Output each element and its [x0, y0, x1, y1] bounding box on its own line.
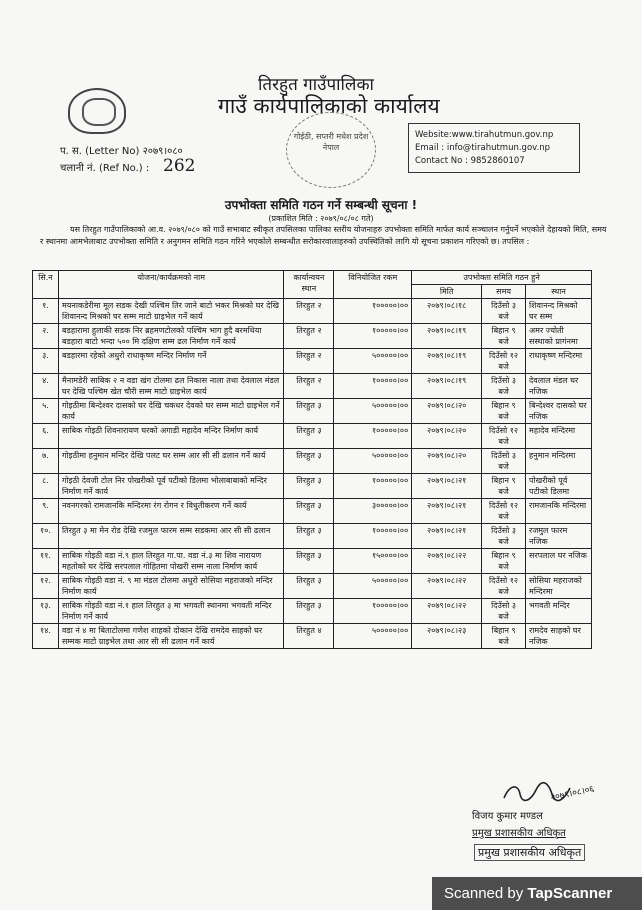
table-row [33, 599, 592, 624]
ref-label: चलानी नं. (Ref No.) : [60, 163, 150, 174]
table-row [33, 374, 592, 399]
ref-number: 262 [163, 156, 196, 176]
cell-place: शिवानन्द मिश्रको घर सम्म [526, 299, 592, 324]
cell-place: सोसिया महराजको मन्दिरमा [526, 574, 592, 599]
notice-title: उपभोक्ता समिति गठन गर्ने सम्बन्धी सूचना ! [224, 198, 418, 212]
cell-sn: १३. [33, 599, 59, 624]
cell-place: भगवती मन्दिर [526, 599, 592, 624]
cell-sn: ८. [33, 474, 59, 499]
cell-sn: १४. [33, 624, 59, 649]
cell-amount: ५०००००।०० [334, 574, 412, 599]
designation-stamp: प्रमुख प्रशासकीय अधिकृत [474, 844, 585, 861]
cell-time: बिहान ९ बजे [482, 324, 526, 349]
cell-time: दिउँसो ३ बजे [482, 449, 526, 474]
cell-date: २०७९।०८।२१ [412, 524, 482, 549]
cell-sn: ५. [33, 399, 59, 424]
cell-sn: १२. [33, 574, 59, 599]
cell-sn: ४. [33, 374, 59, 399]
cell-date: २०७९।०८।२१ [412, 474, 482, 499]
cell-date: २०७९।०८।२२ [412, 549, 482, 574]
header-amount: विनियोजित रकम [334, 271, 412, 299]
table-row [33, 349, 592, 374]
cell-amount: १०००००।०० [334, 599, 412, 624]
cell-place: अमर ज्योती सस्थाको प्रागंनमा [526, 324, 592, 349]
cell-place: राधाकृष्ण मन्दिरमा [526, 349, 592, 374]
cell-project: नवनगरको रामजानकि मन्दिरमा रंग रोगन र विधुतीकरण गर्ने कार्य [58, 499, 283, 524]
published-date: (प्रकाशित मिति : २०७९/०८/०८ गते) [268, 214, 374, 223]
header-project: योजना/कार्यक्रमको नाम [58, 271, 283, 299]
cell-amount: ५०००००।०० [334, 449, 412, 474]
cell-project: तिरहुत ३ मा मेन रोड देखि रजमुल फारम सम्म सडकमा आर सी सी ढलान [58, 524, 283, 549]
table-row [33, 449, 592, 474]
cell-location: तिरहुत २ [284, 349, 334, 374]
table-row [33, 549, 592, 574]
header-location: कार्यान्वयन स्थान [284, 271, 334, 299]
cell-date: २०७९।०८।२२ [412, 599, 482, 624]
cell-location: तिरहुत ३ [284, 474, 334, 499]
cell-time: दिउँसो १२ बजे [482, 499, 526, 524]
cell-date: २०७९।०८।१९ [412, 324, 482, 349]
cell-project: साबिक गोइठी शिवनारायण घरको अगाडी महादेव मन्दिर निर्माण कार्य [58, 424, 283, 449]
cell-location: तिरहुत ३ [284, 574, 334, 599]
cell-time: दिउँसो ३ बजे [482, 299, 526, 324]
cell-place: रजमुल फारम नजिक [526, 524, 592, 549]
letter-number: प. स. (Letter No) २०७९।०८० [60, 146, 183, 157]
cell-project: साबिक गोइठी वडा नं.१ हाल तिरहुत ३ मा भगवती स्थानमा भगवती मन्दिर निर्माण गर्ने कार्य [58, 599, 283, 624]
header-sn: सि.न [33, 271, 59, 299]
cell-place: पोखरीको पूर्व पटीको डिलमा [526, 474, 592, 499]
cell-sn: २. [33, 324, 59, 349]
cell-location: तिरहुत ४ [284, 624, 334, 649]
office-stamp: गोईठी, सप्तरी मधेश प्रदेश नेपाल [286, 112, 376, 188]
cell-time: दिउँसो ३ बजे [482, 524, 526, 549]
cell-amount: १०००००।०० [334, 324, 412, 349]
contact-box [408, 123, 580, 173]
header-date: मिति [412, 285, 482, 299]
cell-project: वडा नं ४ मा बिताटोलमा गणेश शाहको दोकान देखि रामदेव साहको घर सम्मक माटो ग्राइभेल तथा आर सी सी ढलान गर्ने कार्य [58, 624, 283, 649]
scanner-watermark [432, 877, 642, 910]
cell-sn: १०. [33, 524, 59, 549]
cell-date: २०७९।०८।२० [412, 449, 482, 474]
cell-place: रामजानकि मन्दिरमा [526, 499, 592, 524]
cell-sn: ७. [33, 449, 59, 474]
cell-location: तिरहुत २ [284, 324, 334, 349]
header-time: समय [482, 285, 526, 299]
table-row [33, 499, 592, 524]
cell-amount: १०००००।०० [334, 524, 412, 549]
cell-time: बिहान ९ बजे [482, 399, 526, 424]
cell-project: बडहारामा हुलाकी सडक निर ब्रहमणटोलको पश्चिम भाग हुदै बरमथिया बडहारा बाटो भन्दा ५०० मि दक्षिण सम्म ढल निर्माण गर्ने कार्य [58, 324, 283, 349]
project-table-body [33, 299, 592, 649]
cell-amount: ५०००००।०० [334, 624, 412, 649]
cell-date: २०७९।०८।२२ [412, 574, 482, 599]
cell-location: तिरहुत २ [284, 299, 334, 324]
table-row [33, 624, 592, 649]
cell-sn: ३. [33, 349, 59, 374]
cell-amount: १०००००।०० [334, 474, 412, 499]
phone-text: Contact No : 9852860107 [415, 156, 525, 166]
cell-place: रामदेव साहको घर नजिक [526, 624, 592, 649]
cell-project: मैनामडेरी साबिक २ न वडा खंग टोलमा ढल निकास नाला तथा देवलाल मंडल घर देखि पश्चिम खेत चौरी सम्म माटो ग्राइभेल कार्य [58, 374, 283, 399]
cell-location: तिरहुत ३ [284, 599, 334, 624]
cell-location: तिरहुत ३ [284, 399, 334, 424]
signature-date: २०७९।०८।०६ [549, 784, 596, 804]
cell-project: साबिक गोइठी वडा नं.९ हाल तिरहुत गा.पा. वडा नं.३ मा शिव नारायण महतोको घर देखि सरपलाल गोहितमा पोखरी सम्म नाला निर्माण कार्य [58, 549, 283, 574]
cell-date: २०७९।०८।२० [412, 424, 482, 449]
cell-amount: १०००००।०० [334, 299, 412, 324]
cell-time: दिउँसो १२ बजे [482, 574, 526, 599]
cell-place: देवलाल मंडल घर नजिक [526, 374, 592, 399]
cell-time: दिउँसो १२ बजे [482, 424, 526, 449]
header-place: स्थान [526, 285, 592, 299]
cell-sn: ९. [33, 499, 59, 524]
cell-location: तिरहुत ३ [284, 549, 334, 574]
cell-date: २०७९।०८।१९ [412, 374, 482, 399]
cell-project: गोइठी देवजी टोल निर पोखरीको पूर्व पटीको डिलमा भोलाबाबाको मन्दिर निर्माण गर्ने कार्य [58, 474, 283, 499]
cell-amount: ३०००००।०० [334, 499, 412, 524]
cell-place: सरपलाल घर नजिक [526, 549, 592, 574]
website-text: Website:www.tirahutmun.gov.np [415, 130, 554, 140]
cell-sn: ११. [33, 549, 59, 574]
watermark-brand: TapScanner [527, 885, 613, 902]
cell-project: गोइठीमा हनुमान मन्दिर देखि पलट घर सम्म आर सी सी ढलान गर्ने कार्य [58, 449, 283, 474]
cell-amount: १५००००।०० [334, 549, 412, 574]
cell-date: २०७९।०८।२३ [412, 624, 482, 649]
table-row [33, 399, 592, 424]
cell-place: बिन्देश्वर दासको घर नजिक [526, 399, 592, 424]
nepal-emblem-logo [68, 88, 126, 134]
cell-time: बिहान ९ बजे [482, 624, 526, 649]
cell-sn: ६. [33, 424, 59, 449]
cell-date: २०७९।०८।२० [412, 399, 482, 424]
cell-location: तिरहुत ३ [284, 424, 334, 449]
table-row [33, 324, 592, 349]
cell-project: बडहारमा रहेको अधुरो राधाकृष्ण मन्दिर निर्माण गर्ने [58, 349, 283, 374]
cell-place: हनुमान मन्दिरमा [526, 449, 592, 474]
cell-location: तिरहुत ३ [284, 449, 334, 474]
header-formation: उपभोक्ता समिति गठन हुने [412, 271, 592, 285]
table-row [33, 524, 592, 549]
cell-date: २०७९।०८।१८ [412, 299, 482, 324]
cell-amount: ५०००००।०० [334, 399, 412, 424]
cell-location: तिरहुत २ [284, 374, 334, 399]
cell-time: दिउँसो १२ बजे [482, 349, 526, 374]
watermark-prefix: Scanned by [444, 885, 528, 902]
cell-date: २०७९।०८।१९ [412, 349, 482, 374]
table-row [33, 424, 592, 449]
cell-amount: १०००००।०० [334, 424, 412, 449]
signatory-designation: प्रमुख प्रशासकीय अधिकृत [472, 828, 566, 839]
cell-time: दिउँसो ३ बजे [482, 374, 526, 399]
table-row [33, 574, 592, 599]
office-subtitle: गाउँ कार्यपालिकाको कार्यालय [218, 94, 440, 118]
table-row [33, 299, 592, 324]
cell-date: २०७९।०८।२१ [412, 499, 482, 524]
cell-location: तिरहुत ३ [284, 524, 334, 549]
signatory-name: विजय कुमार मण्डल [472, 811, 543, 822]
cell-project: मयनाकडेरीमा मूल सडक देखी पश्चिम तिर जाने बाटो भकर मिश्रको घर देखि शिवानन्द मिश्रको घर सम्म माटो ग्राइभेल गर्ने कार्य [58, 299, 283, 324]
cell-amount: ५०००००।०० [334, 349, 412, 374]
cell-time: बिहान ९ बजे [482, 474, 526, 499]
table-row [33, 474, 592, 499]
cell-time: दिउँसो ३ बजे [482, 599, 526, 624]
cell-project: गोइठीमा बिन्देश्वर दासको घर देखि चकधर देवको घर सम्म माटो ग्राइभेल गर्ने कार्य [58, 399, 283, 424]
cell-place: महादेव मन्दिरमा [526, 424, 592, 449]
cell-location: तिरहुत ३ [284, 499, 334, 524]
email-text: Email : info@tirahutmun.gov.np [415, 143, 551, 153]
notice-intro: यस तिरहुत गाउँपालिकाको आ.व. २०७९/०८० को गाउँ सभाबाट स्वीकृत तपसिलका पालिका स्तरीय योजनाहरु उपभोक्ता समिति मार्फत कार्य सञ्चालन गर्नुपर्ने भएकोले देहायको मिति, समय र स्थानमा आमभेलाबाट उपभोक्ता समिति र अनुगमन समिति गठन गरिने भएकोले सम्बन्धीत सरोकारवालाहरुको उपस्थितिको लागि यो सूचना प्रकाशन गरिएको छ। तपसिल : [40, 225, 607, 246]
cell-sn: १. [33, 299, 59, 324]
office-name: तिरहुत गाउँपालिका [258, 75, 374, 95]
cell-amount: १०००००।०० [334, 374, 412, 399]
project-table [32, 270, 592, 649]
cell-time: बिहान ९ बजे [482, 549, 526, 574]
cell-project: साबिक गोइठी वडा नं. ९ मा मंडल टोलमा अधुरो सोसिया महराजको मन्दिर निर्माण कार्य [58, 574, 283, 599]
